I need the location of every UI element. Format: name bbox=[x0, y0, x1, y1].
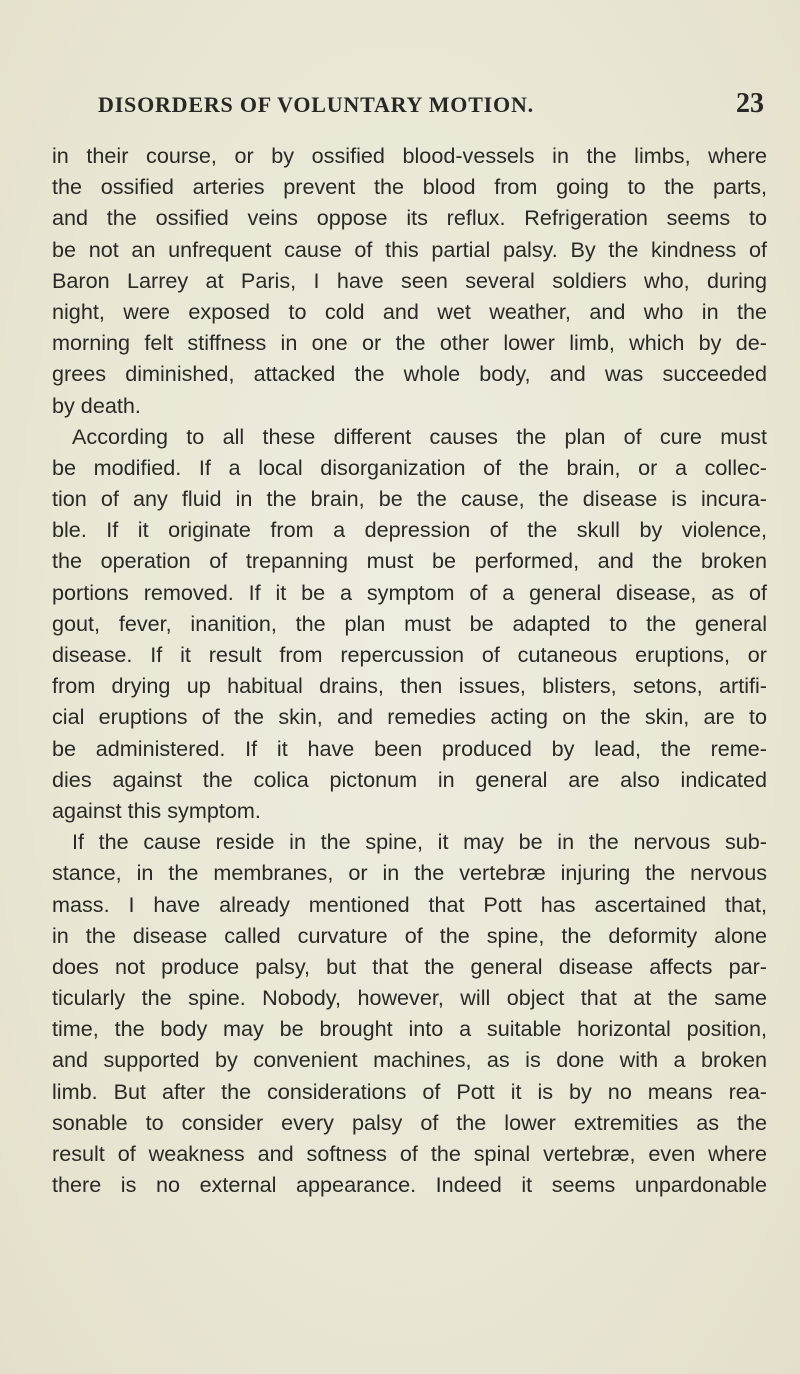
text-line: cial eruptions of the skin, and remedies acting on the skin, are to bbox=[52, 704, 767, 730]
page-number: 23 bbox=[736, 88, 764, 119]
text-line: in the disease called curvature of the spine, the deformity alone bbox=[52, 922, 767, 948]
text-line: grees diminished, attacked the whole body, and was succeeded bbox=[52, 361, 767, 387]
text-line: Baron Larrey at Paris, I have seen several soldiers who, during bbox=[52, 267, 767, 293]
text-line: there is no external appearance. Indeed it seems unpardonable bbox=[52, 1172, 767, 1198]
text-line: portions removed. If it be a symptom of a general disease, as of bbox=[52, 579, 767, 605]
text-line: According to all these different causes the plan of cure must bbox=[72, 423, 767, 449]
text-line: by death. bbox=[52, 392, 141, 418]
text-line: the ossified arteries prevent the blood from going to the parts, bbox=[52, 174, 767, 200]
text-line: the operation of trepanning must be performed, and the broken bbox=[52, 548, 767, 574]
text-line: morning felt stiffness in one or the other lower limb, which by de- bbox=[52, 330, 767, 356]
text-line: in their course, or by ossified blood-vessels in the limbs, where bbox=[52, 143, 767, 168]
text-line: gout, fever, inanition, the plan must be adapted to the general bbox=[52, 610, 767, 636]
text-line: be administered. If it have been produced by lead, the reme- bbox=[52, 735, 767, 761]
text-line: dies against the colica pictonum in general are also indicated bbox=[52, 766, 767, 792]
text-line: and the ossified veins oppose its reflux. Refrigeration seems to bbox=[52, 205, 767, 231]
text-line: tion of any fluid in the brain, be the cause, the disease is incura- bbox=[52, 486, 767, 512]
text-line: time, the body may be brought into a suitable horizontal position, bbox=[52, 1016, 767, 1042]
text-line: limb. But after the considerations of Pott it is by no means rea- bbox=[52, 1078, 767, 1104]
text-line: sonable to consider every palsy of the lower extremities as the bbox=[52, 1109, 767, 1135]
text-line: be modified. If a local disorganization of the brain, or a collec- bbox=[52, 454, 767, 480]
text-line: mass. I have already mentioned that Pott has ascertained that, bbox=[52, 891, 767, 917]
text-line: against this symptom. bbox=[52, 797, 261, 823]
body-text bbox=[52, 140, 767, 1200]
text-line: does not produce palsy, but that the general disease affects par- bbox=[52, 953, 767, 979]
text-line: stance, in the membranes, or in the vertebræ injuring the nervous bbox=[52, 860, 767, 886]
text-line: disease. If it result from repercussion of cutaneous eruptions, or bbox=[52, 642, 767, 667]
page-header bbox=[88, 88, 778, 128]
text-line: ble. If it originate from a depression of the skull by violence, bbox=[52, 517, 767, 543]
running-head: DISORDERS OF VOLUNTARY MOTION. bbox=[98, 92, 534, 117]
text-line: result of weakness and softness of the spinal vertebræ, even where bbox=[52, 1141, 767, 1166]
text-line: ticularly the spine. Nobody, however, will object that at the same bbox=[52, 985, 767, 1011]
text-line: If the cause reside in the spine, it may be in the nervous sub- bbox=[72, 829, 767, 855]
text-line: from drying up habitual drains, then issues, blisters, setons, artifi- bbox=[52, 673, 767, 699]
text-line: and supported by convenient machines, as is done with a broken bbox=[52, 1047, 767, 1073]
text-line: night, were exposed to cold and wet weather, and who in the bbox=[52, 298, 767, 324]
text-line: be not an unfrequent cause of this partial palsy. By the kindness of bbox=[52, 236, 767, 262]
